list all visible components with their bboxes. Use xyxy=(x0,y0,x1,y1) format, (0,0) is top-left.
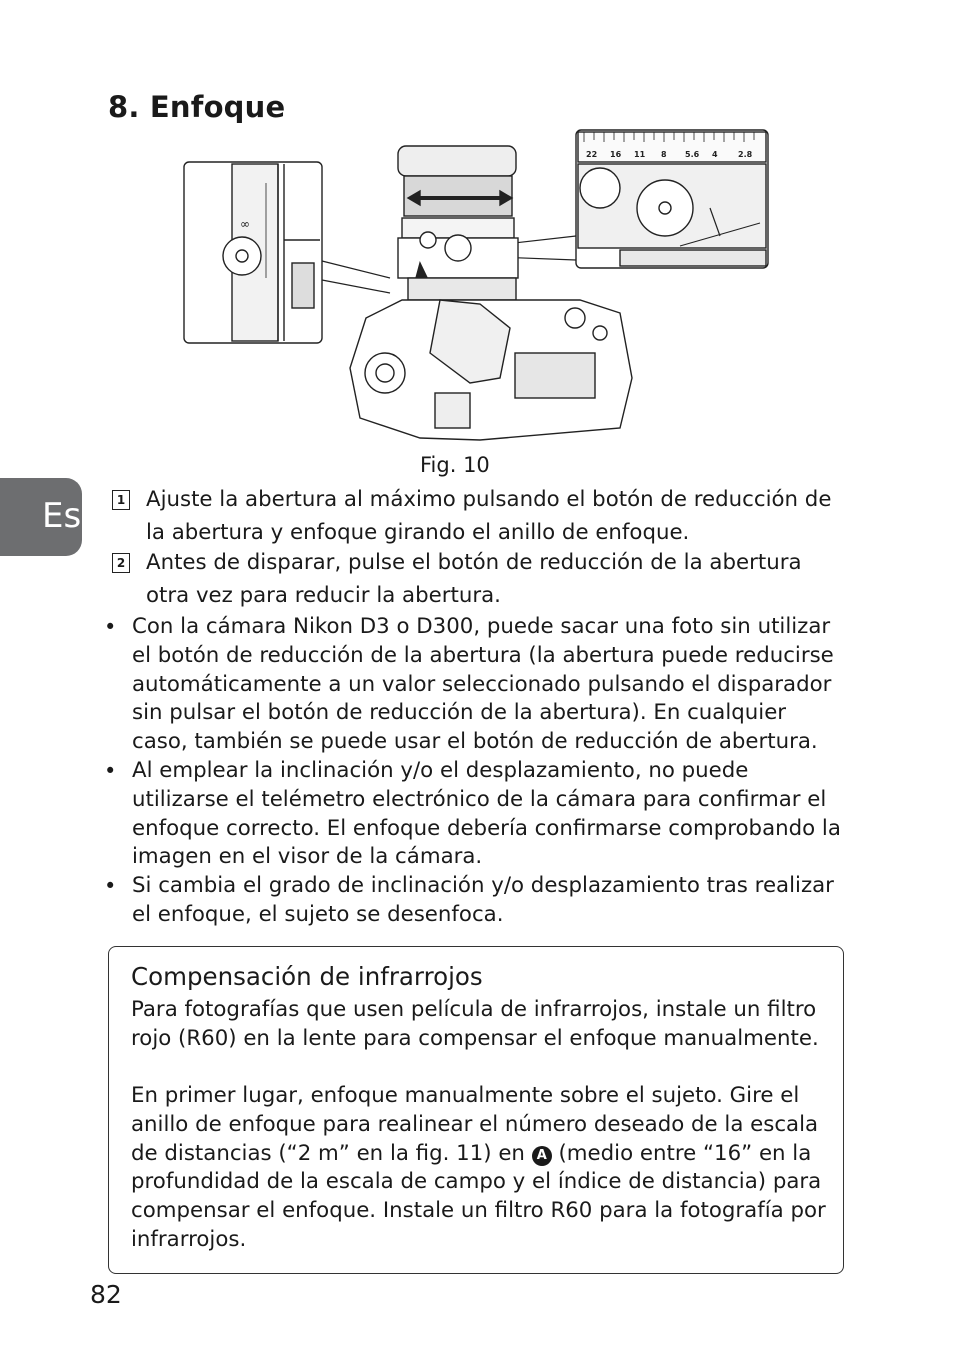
infrared-note-title: Compensación de infrarrojos xyxy=(131,962,483,991)
bullet-text: Con la cámara Nikon D3 o D300, puede sacar una foto sin utilizar el botón de reducción de la abertura (la abertura puede reducirse automáticamente a un valor seleccionado pulsando el disparador sin pulsar el botón de reducción de la abertura). En cualquier caso, también se puede usar el botón de reducción de abertura. xyxy=(132,614,834,755)
bullet-text: Si cambia el grado de inclinación y/o desplazamiento tras realizar el enfoque, el sujeto se desenfoca. xyxy=(132,873,834,927)
infrared-paragraph-2-start: En primer lugar, enfoque manualmente sobre el sujeto. Gire el anillo de enfoque para realinear el número deseado de la escala de distancias (“2 m” en la fig. 11) en xyxy=(131,1083,819,1166)
infrared-paragraph-2-end: (medio entre “16” en la profundidad de la escala de campo y el índice de distancia) para compensar el enfoque. Instale un filtro R60 para la fotografía por infrarrojos. xyxy=(131,1140,826,1252)
scale-label: 22 xyxy=(586,150,598,159)
figure-10-illustration xyxy=(180,128,770,448)
step-text: Antes de disparar, pulse el botón de reducción de la abertura otra vez para reducir la abertura. xyxy=(146,550,802,608)
bullet-dot: • xyxy=(104,759,117,783)
lens-illustration xyxy=(398,146,518,300)
bullet-dot: • xyxy=(104,615,117,639)
svg-text:∞: ∞ xyxy=(240,217,250,231)
scale-label: 4 xyxy=(712,150,718,159)
scale-label: 5.6 xyxy=(685,150,700,159)
bullet-dot: • xyxy=(104,874,117,898)
step-text: Ajuste la abertura al máximo pulsando el botón de reducción de la abertura y enfoque girando el anillo de enfoque. xyxy=(146,487,832,545)
language-tab xyxy=(0,478,82,556)
scale-label: 11 xyxy=(634,150,646,159)
language-tab-label: Es xyxy=(42,496,82,536)
scale-label: 8 xyxy=(661,150,667,159)
scale-label: 2.8 xyxy=(738,150,753,159)
page-number: 82 xyxy=(90,1280,122,1309)
infrared-paragraph-2 xyxy=(131,1082,831,1255)
section-title: 8. Enfoque xyxy=(108,90,286,124)
figure-caption: Fig. 10 xyxy=(420,453,490,477)
step-number: 1 xyxy=(112,490,130,510)
infrared-paragraph-1: Para fotografías que usen película de infrarrojos, instale un filtro rojo (R60) en la lente para compensar el enfoque manualmente. xyxy=(131,997,819,1051)
step-number: 2 xyxy=(112,553,130,573)
right-inset-distance-scale xyxy=(576,130,768,268)
bullet-text: Al emplear la inclinación y/o el desplazamiento, no puede utilizarse el telémetro electrónico de la cámara para confirmar el enfoque correcto. El enfoque debería confirmarse comprobando la imagen en el visor de la cámara. xyxy=(132,758,841,870)
left-inset-detail xyxy=(184,162,322,343)
marker-a-icon: A xyxy=(532,1146,552,1166)
scale-label: 16 xyxy=(610,150,622,159)
camera-body-illustration xyxy=(350,300,632,440)
